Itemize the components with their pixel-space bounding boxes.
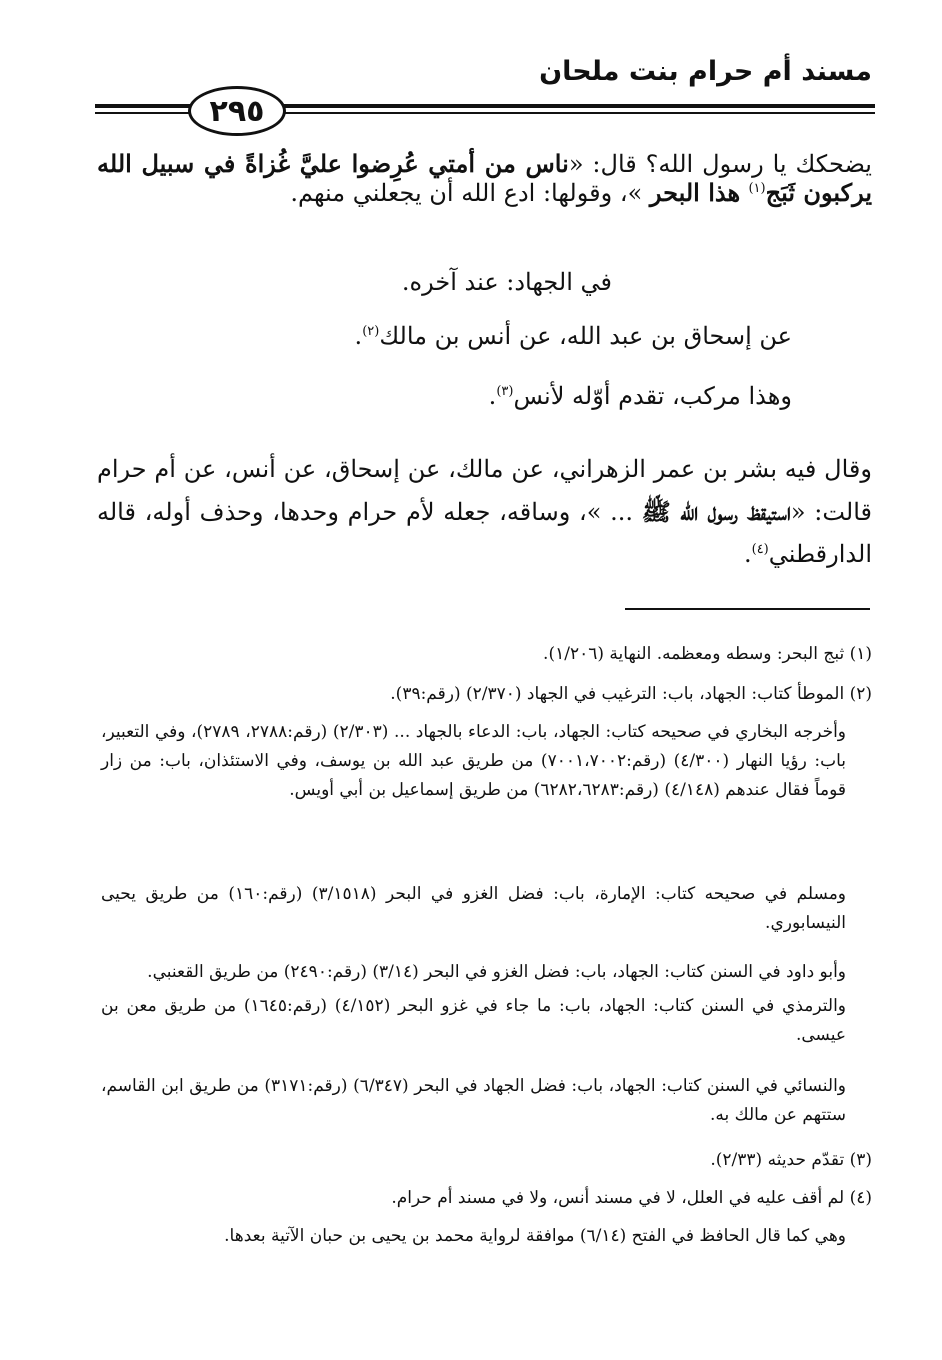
p2-period: .: [743, 540, 752, 569]
footnote-ref-2: (٢): [362, 324, 380, 339]
p1-tail: »، وقولها: ادع الله أن يجعلني منهم.: [290, 178, 650, 207]
footnote-separator: [625, 608, 870, 610]
footnote-ref-4: (٤): [751, 542, 769, 558]
murakkab-text: وهذا مركب، تقدم أوّله لأنس: [513, 382, 792, 410]
paragraph-2: [97, 448, 872, 576]
p1-quote-b: هذا البحر: [649, 177, 749, 207]
footnote-4: (٤) لم أقف عليه في العلل، لا في مسند أنس، ولا في مسند أم حرام.: [391, 1188, 872, 1208]
footnote-2-nasai: والنسائي في السنن كتاب: الجهاد، باب: فضل الجهاد في البحر (٦/٣٤٧) (رقم:٣١٧١) من طريق ابن القاسم، ستتهم عن مالك به.: [101, 1076, 846, 1126]
line-murakkab: [489, 382, 792, 411]
footnote-2-abudawud: وأبو داود في السنن كتاب: الجهاد، باب: فضل الغزو في البحر (٣/١٤) (رقم:٢٤٩٠) من طريق القعنبي.: [147, 962, 846, 982]
footnote-2: (٢) الموطأ كتاب: الجهاد، باب: الترغيب في الجهاد (٢/٣٧٠) (رقم:٣٩).: [390, 684, 872, 704]
p2-text-b: ... »، وساقه، جعله لأم حرام وحدها، وحذف أوله، قاله الدارقطني: [97, 497, 872, 569]
murakkab-period: .: [488, 382, 497, 410]
page-number-badge: [188, 86, 286, 136]
footnote-2-tirmidhi: والترمذي في السنن كتاب: الجهاد، باب: ما جاء في غزو البحر (٤/١٥٢) (رقم:١٦٤٥) من طريق معن بن عيسى.: [101, 996, 846, 1046]
ishaq-text: عن إسحاق بن عبد الله، عن أنس بن مالك: [379, 322, 792, 350]
footnote-4-hafiz: وهي كما قال الحافظ في الفتح (٦/١٤) موافقة لرواية محمد بن يحيى بن حبان الآتية بعدها.: [224, 1226, 846, 1246]
p2-bold-quote: استيقظ رسول الله ﷺ: [641, 496, 791, 526]
footnote-1: (١) ثبج البحر: وسطه ومعظمه. النهاية (١/٢٠٦).: [543, 644, 872, 664]
p2-text-a: وقال فيه بشر بن عمر الزهراني، عن مالك، عن إسحاق، عن أنس، عن أم حرام قالت: «: [97, 455, 873, 526]
footnote-ref-3: (٣): [496, 384, 514, 399]
footnote-ref-1: (١): [748, 180, 766, 196]
paragraph-1: [97, 150, 872, 208]
line-jihad: في الجهاد: عند آخره.: [401, 268, 612, 296]
page-number: ٢٩٥: [209, 93, 265, 129]
footnote-2-muslim: ومسلم في صحيحه كتاب: الإمارة، باب: فضل الغزو في البحر (٣/١٥١٨) (رقم:١٦٠) من طريق يحيى النيسابوري.: [101, 884, 847, 934]
footnote-2-bukhari: وأخرجه البخاري في صحيحه كتاب: الجهاد، باب: الدعاء بالجهاد ... (٢/٣٠٣) (رقم:٢٧٨٨، ٢٧٨٩)، وفي التعبير، باب: رؤيا النهار (٤/٣٠٠) (رقم:٧٠٠١،٧٠٠٢) من طريق عبد الله بن يوسف، وفي الاستئذان، باب: من زار قوماً فقال عندهم (٤/١٤٨) (رقم:٦٢٨٢،٦٢٨٣) من طريق إسماعيل بن أبي أويس.: [101, 722, 847, 801]
line-ishaq: [355, 322, 792, 351]
p1-quote-a: ناس من أمتي عُرِضوا عليَّ غُزاةً في سبيل الله يركبون ثَبَج: [97, 149, 872, 207]
footnote-3: (٣) تقدّم حديثه (٢/٣٣).: [710, 1150, 872, 1170]
p1-intro: يضحكك يا رسول الله؟ قال: «: [568, 150, 872, 178]
running-header-title: مسند أم حرام بنت ملحان: [539, 56, 872, 87]
ishaq-period: .: [354, 322, 363, 350]
